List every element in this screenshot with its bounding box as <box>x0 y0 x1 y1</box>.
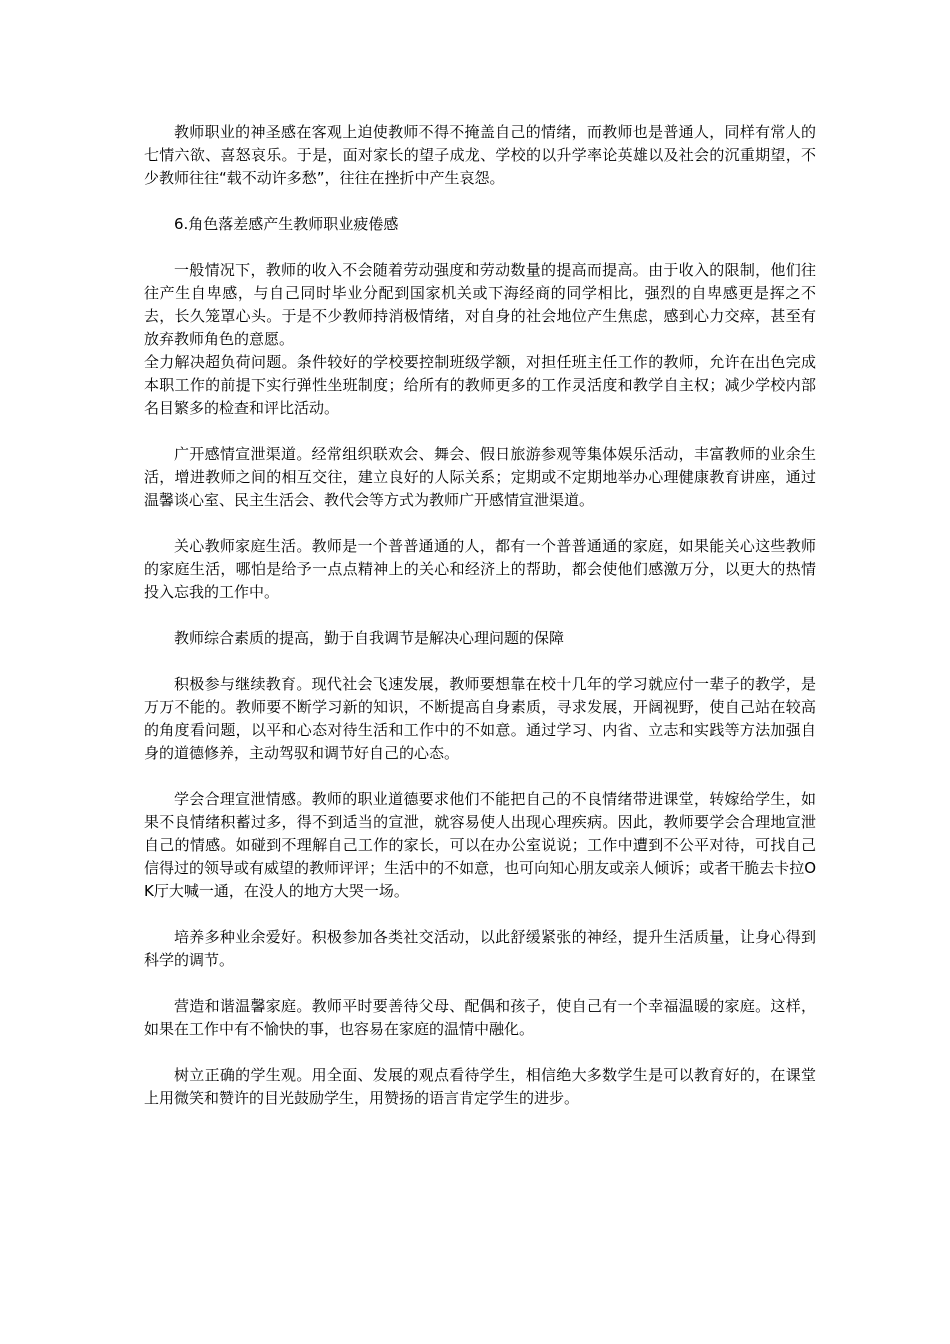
paragraph-student-view: 树立正确的学生观。用全面、发展的观点看待学生，相信绝大多数学生是可以教育好的，在课堂上用微笑和赞许的目光鼓励学生，用赞扬的语言肯定学生的进步。 <box>144 1066 816 1107</box>
section-heading-self-adjustment: 教师综合素质的提高，勤于自我调节是解决心理问题的保障 <box>174 629 565 647</box>
paragraph-emotion-channels: 广开感情宣泄渠道。经常组织联欢会、舞会、假日旅游参观等集体娱乐活动，丰富教师的业余生活，增进教师之间的相互交往，建立良好的人际关系；定期或不定期地举办心理健康教育讲座，通过温馨谈心室、民主生活会、教代会等方式为教师广开感情宣泄渠道。 <box>144 445 816 509</box>
paragraph-emotional-release: 学会合理宣泄情感。教师的职业道德要求他们不能把自己的不良情绪带进课堂，转嫁给学生，如果不良情绪积蓄过多，得不到适当的宣泄，就容易使人出现心理疾病。因此，教师要学会合理地宣泄自己的情感。如碰到不理解自己工作的家长，可以在办公室说说；工作中遭到不公平对待，可找自己信得过的领导或有威望的教师评评；生活中的不如意，也可向知心朋友或亲人倾诉；或者干脆去卡拉OK厅大喊一通，在没人的地方大哭一场。 <box>144 790 816 900</box>
paragraph-family-care: 关心教师家庭生活。教师是一个普普通通的人，都有一个普普通通的家庭，如果能关心这些教师的家庭生活，哪怕是给予一点点精神上的关心和经济上的帮助，都会使他们感激万分，以更大的热情投入忘我的工作中。 <box>144 537 816 601</box>
paragraph-teacher-emotion: 教师职业的神圣感在客观上迫使教师不得不掩盖自己的情绪，而教师也是普通人，同样有常人的七情六欲、喜怒哀乐。于是，面对家长的望子成龙、学校的以升学率论英雄以及社会的沉重期望，不少教师往往“载不动许多愁”，往往在挫折中产生哀怨。 <box>144 123 816 187</box>
paragraph-hobbies: 培养多种业余爱好。积极参加各类社交活动，以此舒缓紧张的神经，提升生活质量，让身心得到科学的调节。 <box>144 928 816 969</box>
section-heading-role-gap: 6.角色落差感产生教师职业疲倦感 <box>174 215 399 233</box>
paragraph-overload-solution: 全力解决超负荷问题。条件较好的学校要控制班级学额，对担任班主任工作的教师，允许在出色完成本职工作的前提下实行弹性坐班制度；给所有的教师更多的工作灵活度和教学自主权；减少学校内部名目繁多的检查和评比活动。 <box>144 353 816 417</box>
document-page <box>144 121 816 1110</box>
paragraph-income-inferiority: 一般情况下，教师的收入不会随着劳动强度和劳动数量的提高而提高。由于收入的限制，他们往往产生自卑感，与自己同时毕业分配到国家机关或下海经商的同学相比，强烈的自卑感更是挥之不去，长久笼罩心头。于是不少教师持消极情绪，对自身的社会地位产生焦虑，感到心力交瘁，甚至有放弃教师角色的意愿。 <box>144 261 816 348</box>
paragraph-family-harmony: 营造和谐温馨家庭。教师平时要善待父母、配偶和孩子，使自己有一个幸福温暖的家庭。这样，如果在工作中有不愉快的事，也容易在家庭的温情中融化。 <box>144 997 816 1038</box>
paragraph-continuing-education: 积极参与继续教育。现代社会飞速发展，教师要想靠在校十几年的学习就应付一辈子的教学，是万万不能的。教师要不断学习新的知识，不断提高自身素质，寻求发展，开阔视野，使自己站在较高的角度看问题，以平和心态对待生活和工作中的不如意。通过学习、内省、立志和实践等方法加强自身的道德修养，主动驾驭和调节好自己的心态。 <box>144 675 816 762</box>
